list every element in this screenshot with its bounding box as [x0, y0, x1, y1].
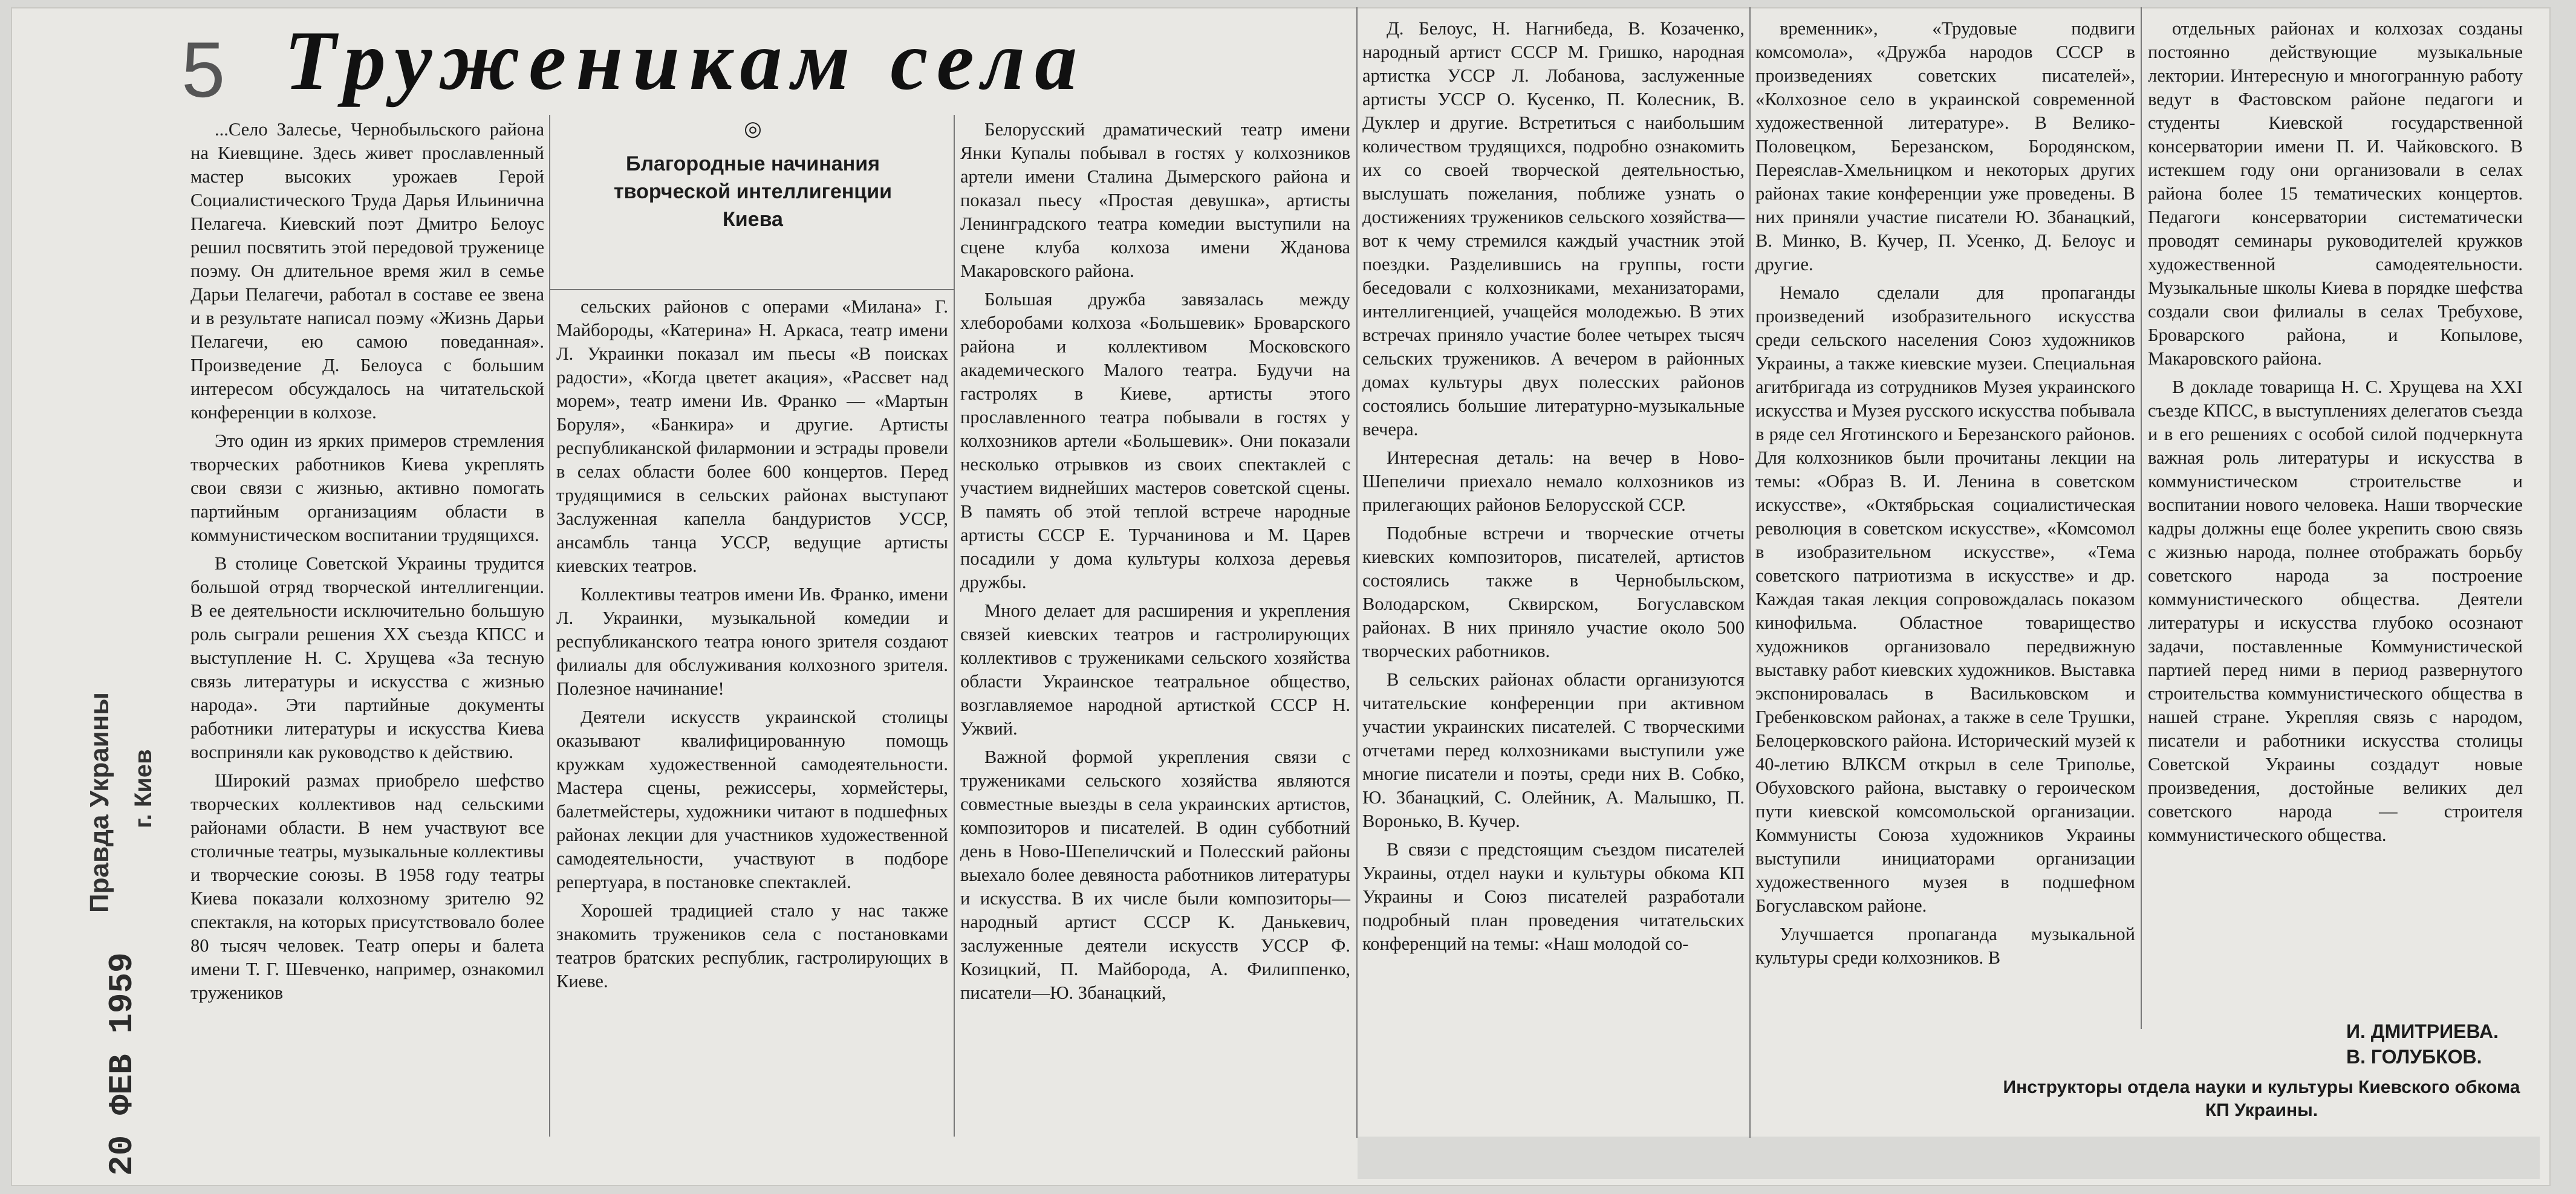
paragraph: ...Село Залесье, Чернобыльского района на Киевщине. Здесь живет прославленный мастер высоких урожаев Герой Социалистического Труда Дарья Ильинична Пелагеча. Киевский поэт Дмитро Белоус решил посвятить этой передовой труженице поэму. Он длительное время жил в семье Дарьи Пелагечи, работал в составе ее звена и в результате написал поэму «Жизнь Дарьи Пелагечи, ею самою поведанная». Произведение Д. Белоуса с большим интересом обсуждалось на читательской конференции в колхозе. [190, 119, 544, 423]
subheading-rule [550, 289, 954, 290]
column-rule [1749, 7, 1751, 1138]
paragraph: В сельских районах области организуются читательские конференции при активном участии украинских писателей. С творческими отчетами перед колхозниками выступили уже многие писатели и поэты, среди них В. Собко, Ю. Збанацкий, С. Олейник, А. Малышко, П. Воронько, В. Кучер. [1362, 669, 1745, 831]
article-column-6 [2148, 17, 2523, 847]
article-column-3 [960, 118, 1350, 1005]
column-rule [549, 115, 550, 1137]
paragraph: В докладе товарища Н. С. Хрущева на XXI съезде КПСС, в выступлениях делегатов съезда и в его решениях с особой силой подчеркнута важная роль литературы и искусства в коммунистическом строительстве и воспитании нового человека. Наши творческие кадры должны еще более укрепить свою связь с жизнью народа, полнее отображать борьбу советского народа за построение коммунистического общества. Деятели литературы и искусства глубоко осознают задачи, поставленные Коммунистической партией перед ними в период развернутого строительства коммунистического общества в нашей стране. Укрепляя связь с народом, писатели и работники искусства столицы Советской Украины создадут новые произведения, достойные великих дел советского народа — строителя коммунистического общества. [2148, 377, 2523, 845]
ornament-icon: ◎ [744, 117, 762, 141]
paragraph: сельских районов с операми «Милана» Г. Майбороды, «Катерина» Н. Аркаса, театр имени Л. Украинки показал им пьесы «В поисках радости», «Когда цветет акация», «Рассвет над морем», театр имени Ив. Франко — «Мартын Боруля», «Банкира» и другие. Артисты республиканской филармонии и эстрады провели в селах области более 600 концертов. Перед трудящимися в сельских районах выступают Заслуженная капелла бандуристов УССР, ансамбль танца УССР, ведущие артисты киевских театров. [556, 296, 948, 576]
date-stamp: 20 ФЕВ 1959 [103, 952, 141, 1176]
page-number: 5 [181, 25, 226, 114]
paragraph: Широкий размах приобрело шефство творческих коллективов над сельскими районами области. В нем участвуют все столичные театры, музыкальные коллективы и творческие союзы. В 1958 году театры Киева показали колхозному зрителю 92 спектакля, на которых присутствовало более 80 тысяч человек. Театр оперы и балета имени Т. Г. Шевченко, например, ознакомил тружеников [190, 770, 544, 1003]
article-column-5 [1755, 17, 2135, 970]
paragraph: Улучшается пропаганда музыкальной культуры среди колхозников. В [1755, 924, 2135, 968]
article-column-1 [190, 118, 544, 1005]
source-note: Правда Украины [85, 692, 114, 913]
signature-author-2: В. ГОЛУБКОВ. [2346, 1046, 2482, 1068]
paragraph: Д. Белоус, Н. Нагнибеда, В. Козаченко, народный артист СССР М. Гришко, народная артистка УССР Л. Лобанова, заслуженные артисты УССР О. Кусенко, П. Колесник, В. Дуклер и другие. Встретиться с наибольшим количеством трудящихся, подробно ознакомить их со своей творческой деятельностью, выслушать пожелания, поближе узнать о достижениях тружеников сельского хозяйства—вот к чему стремился каждый участник этой поездки. Разделившись на группы, гости беседовали с колхозниками, механизаторами, интеллигенцией, учащейся молодежью. В этих встречах приняло участие более четырех тысяч сельских тружеников. А вечером в районных домах культуры двух полесских районов состоялись большие литературно-музыкальные вечера. [1362, 18, 1745, 440]
paragraph: отдельных районах и колхозах созданы постоянно действующие музыкальные лектории. Интересную и многогранную работу ведут в Фастовском районе педагоги и студенты Киевской государственной консерватории имени П. И. Чайковского. В истекшем году они организовали в селах района более 15 тематических концертов. Педагоги консерватории систематически проводят семинары руководителей кружков художественной самодеятельности. Музыкальные школы Киева в порядке шефства создали свои филиалы в селах Требухове, Броварского района, и Копылове, Макаровского района. [2148, 18, 2523, 369]
paragraph: Коллективы театров имени Ив. Франко, имени Л. Украинки, музыкальной комедии и республиканского театра юного зрителя создают филиалы для обслуживания колхозного зрителя. Полезное начинание! [556, 584, 948, 699]
paragraph: Белорусский драматический театр имени Янки Купалы побывал в гостях у колхозников артели имени Сталина Дымерского района и показал пьесу «Простая девушка», артисты Ленинградского театра комедии выступили на сцене клуба колхоза имени Жданова Макаровского района. [960, 119, 1350, 281]
paragraph: Хорошей традицией стало у нас также знакомить тружеников села с постановками театров братских республик, гастролирующих в Киеве. [556, 900, 948, 991]
paragraph: Немало сделали для пропаганды произведений изобразительного искусства среди сельского населения Союз художников Украины, а также киевские музеи. Специальная агитбригада из сотрудников Музея украинского искусства и Музея русского искусства побывала в ряде сел Яготинского и Березанского районов. Для колхозников были прочитаны лекции на темы: «Образ В. И. Ленина в советском искусстве», «Октябрьская социалистическая революция в советском искусстве», «Комсомол в изобразительном искусстве», «Тема советского патриотизма в искусстве» и др. Каждая такая лекция сопровождалась показом кинофильма. Областное товарищество художников организовало передвижную выставку работ киевских художников. Выставка экспонировалась в Васильковском и Гребенковском районах, а также в селе Трушки, Белоцерковского района. Исторический музей к 40-летию ВЛКСМ открыл в селе Триполье, Обуховского района, выставку о героическом пути киевской комсомольской организации. Коммунисты Союза художников Украины выступили инициаторами организации художественного музея в подшефном Богуславском районе. [1755, 282, 2135, 916]
article-column-4 [1362, 17, 1745, 956]
paragraph: Большая дружба завязалась между хлеборобами колхоза «Большевик» Броварского района и коллективом Московского академического Малого театра. Будучи на гастролях в Киеве, артисты этого прославленного театра побывали в гостях у колхозников артели «Большевик». Они показали несколько отрывков из своих спектаклей с участием виднейших мастеров советской сцены. В память об этой теплой встрече народные артисты СССР Е. Турчанинова и М. Царев посадили у дома культуры колхоза деревья дружбы. [960, 289, 1350, 592]
paragraph: Деятели искусств украинской столицы оказывают квалифицированную помощь кружкам художественной самодеятельности. Мастера сцены, режиссеры, хормейстеры, балетмейстеры, художники читают в подшефных районах лекции для участников художественной самодеятельности, участвуют в подборе репертуара, в постановке спектаклей. [556, 707, 948, 892]
signature-author-1: И. ДМИТРИЕВА. [2346, 1020, 2499, 1042]
city-note: г. Киев [130, 749, 157, 828]
paragraph: Интересная деталь: на вечер в Ново-Шепеличи приехало немало колхозников из прилегающих районов Белорусской ССР. [1362, 447, 1745, 515]
column-rule [2141, 7, 2142, 1029]
paragraph: В столице Советской Украины трудится большой отряд творческой интеллигенции. В ее деятельности исключительно большую роль сыграли решения XX съезда КПСС и выступление Н. С. Хрущева «За тесную связь литературы и искусства с жизнью народа». Эти партийные документы работники литературы и искусства Киева восприняли как руководство к действию. [190, 553, 544, 762]
subheading: Благородные начинания творческой интеллигенции Киева [614, 152, 892, 231]
article-column-2 [556, 295, 948, 993]
torn-edge [1358, 1137, 2540, 1179]
paragraph: Много делает для расширения и укрепления связей киевских театров и гастролирующих коллективов с тружениками сельского хозяйства области Украинское театральное общество, возглавляемое народной артисткой СССР Н. Ужвий. [960, 600, 1350, 739]
paragraph: Это один из ярких примеров стремления творческих работников Киева укреплять свои связи с жизнью, активно помогать партийным организациям области в коммунистическом воспитании трудящихся. [190, 430, 544, 545]
signature-note: Инструкторы отдела науки и культуры Киевского обкома КП Украины. [2003, 1077, 2520, 1120]
column-rule [954, 115, 955, 1137]
paragraph: В связи с предстоящим съездом писателей Украины, отдел науки и культуры обкома КП Украины и Союз писателей разработали подробный план проведения читательских конференций на темы: «Наш молодой со- [1362, 839, 1745, 954]
paragraph: Подобные встречи и творческие отчеты киевских композиторов, писателей, артистов состоялись также в Чернобыльском, Володарском, Сквирском, Богуславском районах. В них приняло участие около 500 творческих работников. [1362, 523, 1745, 661]
paragraph: временник», «Трудовые подвиги комсомола», «Дружба народов СССР в произведениях советских писателей», «Колхозное село в украинской современной художественной литературе». В Велико-Половецком, Березанском, Бородянском, Переяслав-Хмельницком и некоторых других районах такие конференции уже проведены. В них приняли участие писатели Ю. Збанацкий, В. Минко, В. Кучер, П. Усенко, Д. Белоус и другие. [1755, 18, 2135, 274]
headline: Труженикам села [284, 14, 1087, 108]
paragraph: Важной формой укрепления связи с тружениками сельского хозяйства являются совместные выезды в села украинских артистов, композиторов и писателей. В один субботний день в Ново-Шепеличский и Полесский районы выехало более девяноста работников литературы и искусства. В их числе были композиторы—народный артист СССР К. Данькевич, заслуженные деятели искусств УССР Ф. Козицкий, П. Майборода, А. Филиппенко, писатели—Ю. Збанацкий, [960, 747, 1350, 1003]
subheading-block [596, 115, 910, 233]
column-rule [1356, 7, 1358, 1138]
